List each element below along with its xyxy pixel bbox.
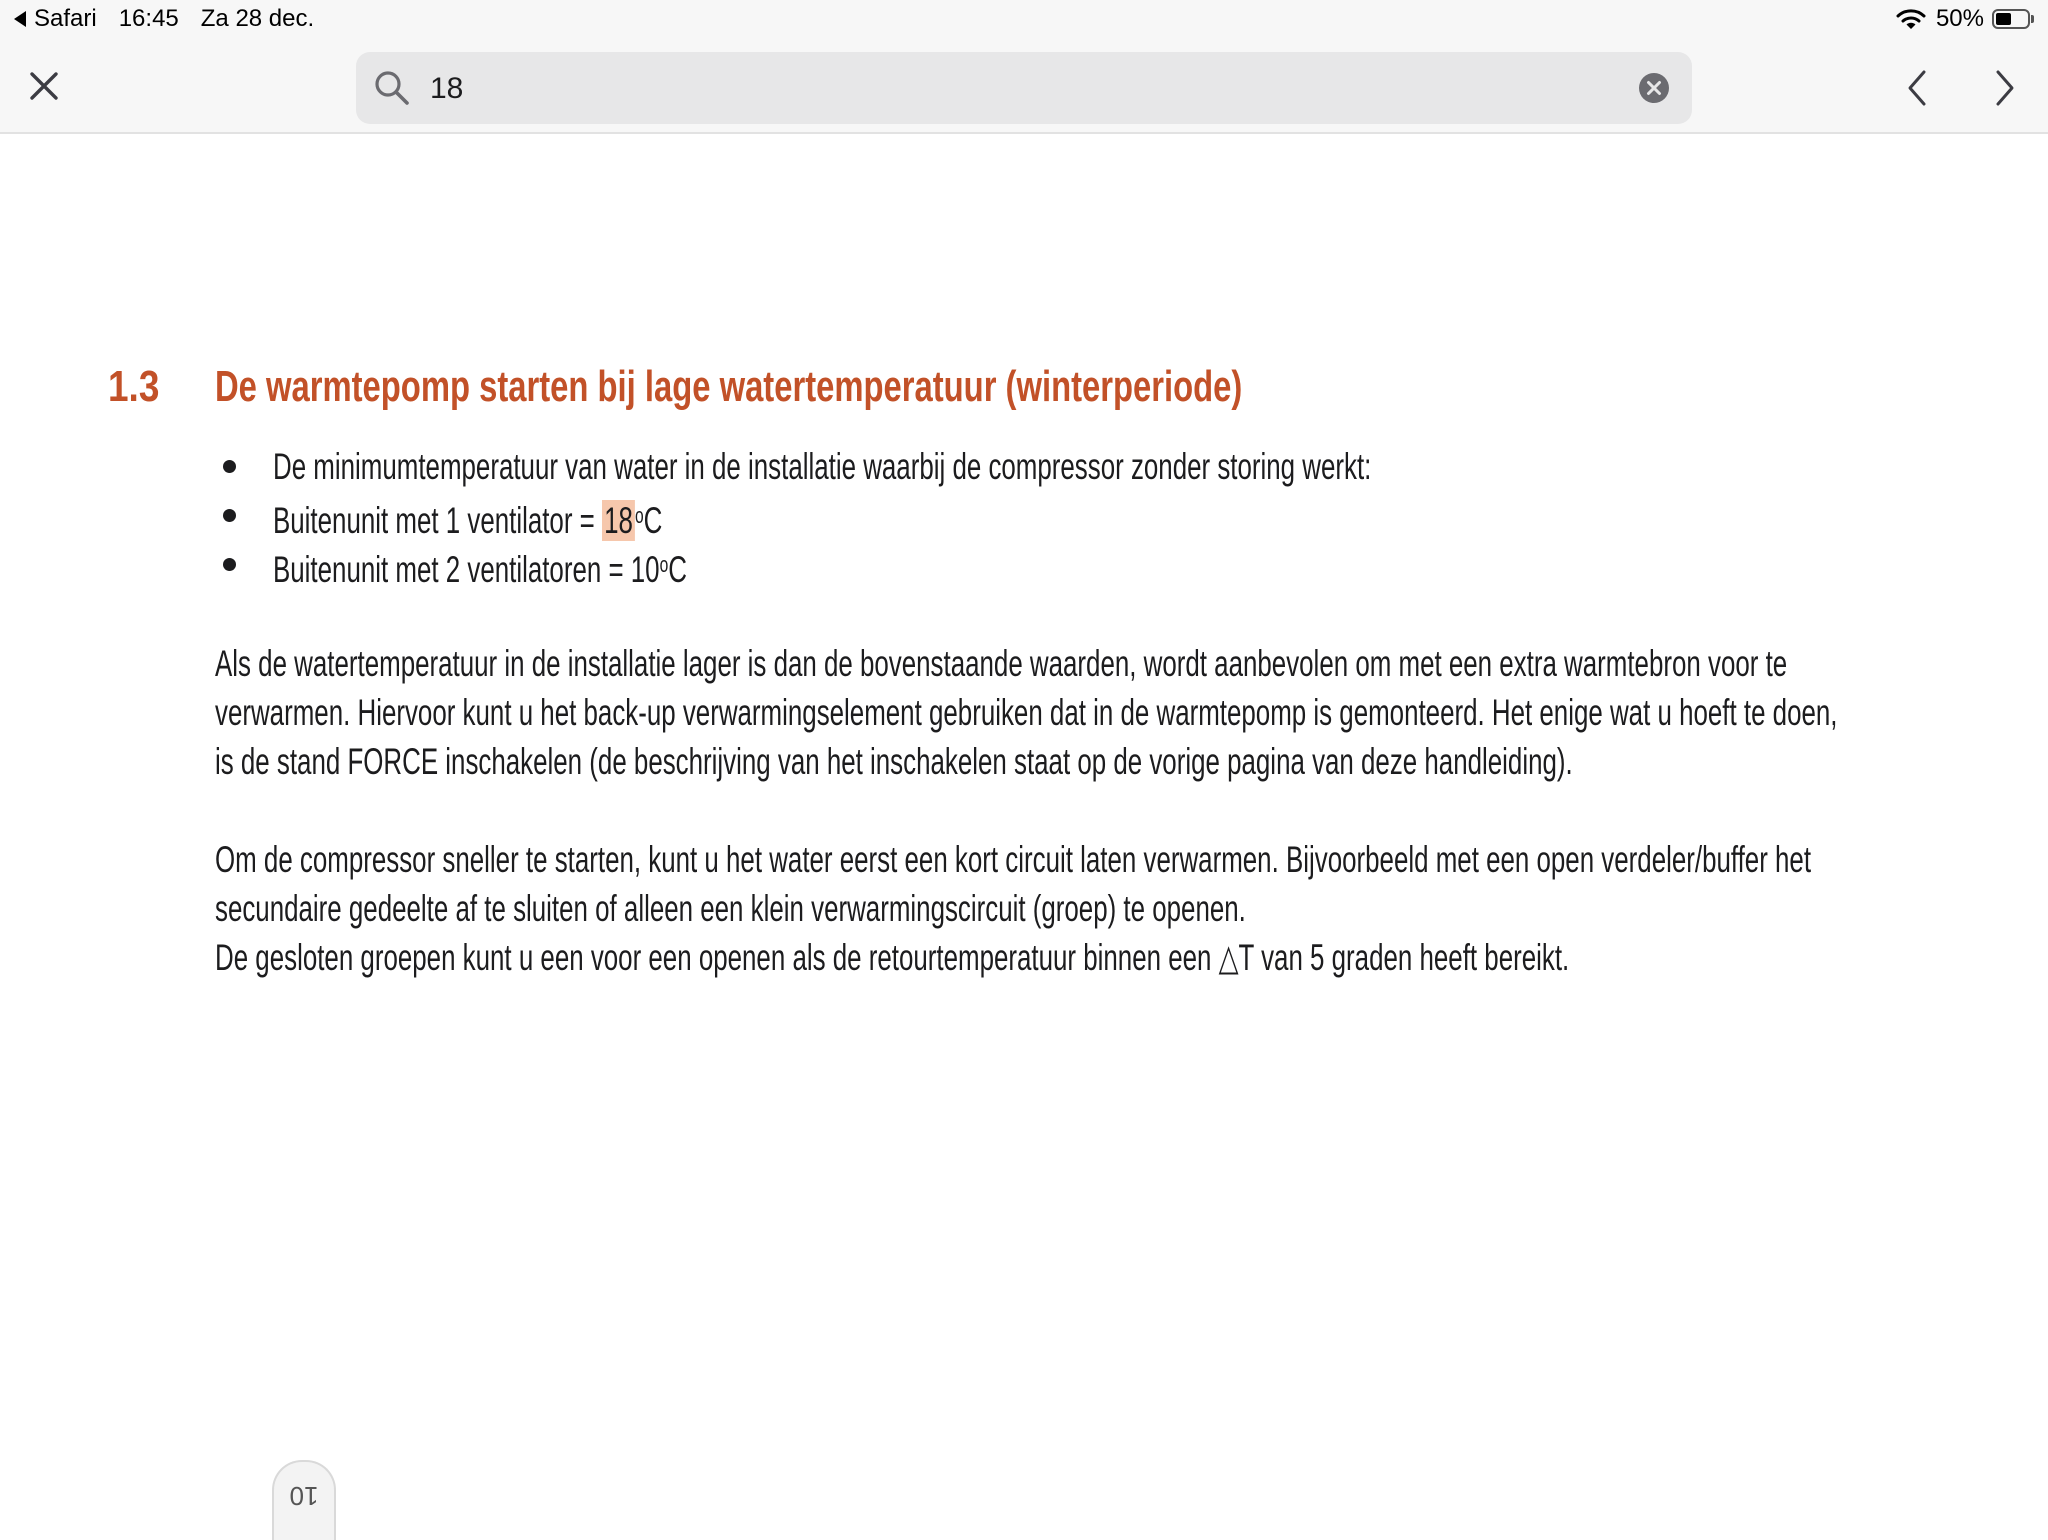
search-input[interactable] — [428, 64, 1612, 114]
battery-icon — [1992, 9, 2034, 29]
status-bar — [0, 0, 2048, 40]
section-number: 1.3 — [108, 362, 160, 411]
bullet-text: Buitenunit met 1 ventilator = $18^oC$ — [273, 499, 663, 541]
bullet-text: De minimumtemperatuur van water in de installatie waarbij de compressor zonder storing werkt: — [273, 446, 1372, 487]
bullet-dot — [223, 460, 236, 473]
close-icon[interactable] — [26, 68, 62, 104]
back-triangle-icon — [14, 11, 26, 27]
paragraph-compressor-start — [215, 835, 1811, 982]
paragraph-line: Als de watertemperatuur in de installatie lager is dan de bovenstaande waarden, wordt aanbevolen om met een extra warmtebron voor te — [215, 643, 1788, 684]
status-indicators — [1896, 5, 2034, 33]
status-date: Za 28 dec. — [200, 5, 315, 32]
paragraph-backup-heating — [215, 639, 1837, 786]
status-time: 16:45 — [118, 5, 179, 32]
bullet-text: Buitenunit met 2 ventilatoren = $10^oC$ — [273, 548, 687, 590]
battery-level — [1996, 13, 2011, 25]
chevron-left-icon[interactable] — [1902, 68, 1932, 108]
find-toolbar — [0, 40, 2048, 134]
paragraph-line: verwarmen. Hiervoor kunt u het back-up verwarmingselement gebruiken dat in de warmtepomp is gemonteerd. Het enige wat u hoeft te doen, — [215, 692, 1838, 733]
battery-percentage: 50% — [1935, 5, 1984, 32]
paragraph-line: is de stand FORCE inschakelen (de beschrijving van het inschakelen staat op de vorige pagina van deze handleiding). — [215, 741, 1573, 782]
paragraph-line: De gesloten groepen kunt u een voor een openen als de retourtemperatuur binnen een △T van 5 graden heeft bereikt. — [215, 937, 1570, 978]
bullet-dot — [223, 558, 236, 571]
search-icon — [372, 68, 412, 108]
search-match-highlight: 18 — [602, 500, 635, 541]
section-title: De warmtepomp starten bij lage watertemperatuur (winterperiode) — [215, 362, 1243, 411]
document-page — [0, 134, 2048, 1536]
clear-circle-icon[interactable] — [1638, 72, 1670, 104]
chevron-right-icon[interactable] — [1990, 68, 2020, 108]
page-number: 10 — [289, 1481, 319, 1511]
back-to-app[interactable] — [14, 5, 314, 33]
back-app-label: Safari — [34, 5, 97, 32]
page-indicator[interactable] — [272, 1460, 336, 1540]
wifi-icon — [1896, 8, 1926, 30]
paragraph-line: secundaire gedeelte af te sluiten of alleen een klein verwarmingscircuit (groep) te openen. — [215, 888, 1246, 929]
search-field[interactable] — [356, 52, 1692, 124]
paragraph-line: Om de compressor sneller te starten, kunt u het water eerst een kort circuit laten verwarmen. Bijvoorbeeld met een open verdeler/buffer het — [215, 839, 1812, 880]
bullet-dot — [223, 509, 236, 522]
